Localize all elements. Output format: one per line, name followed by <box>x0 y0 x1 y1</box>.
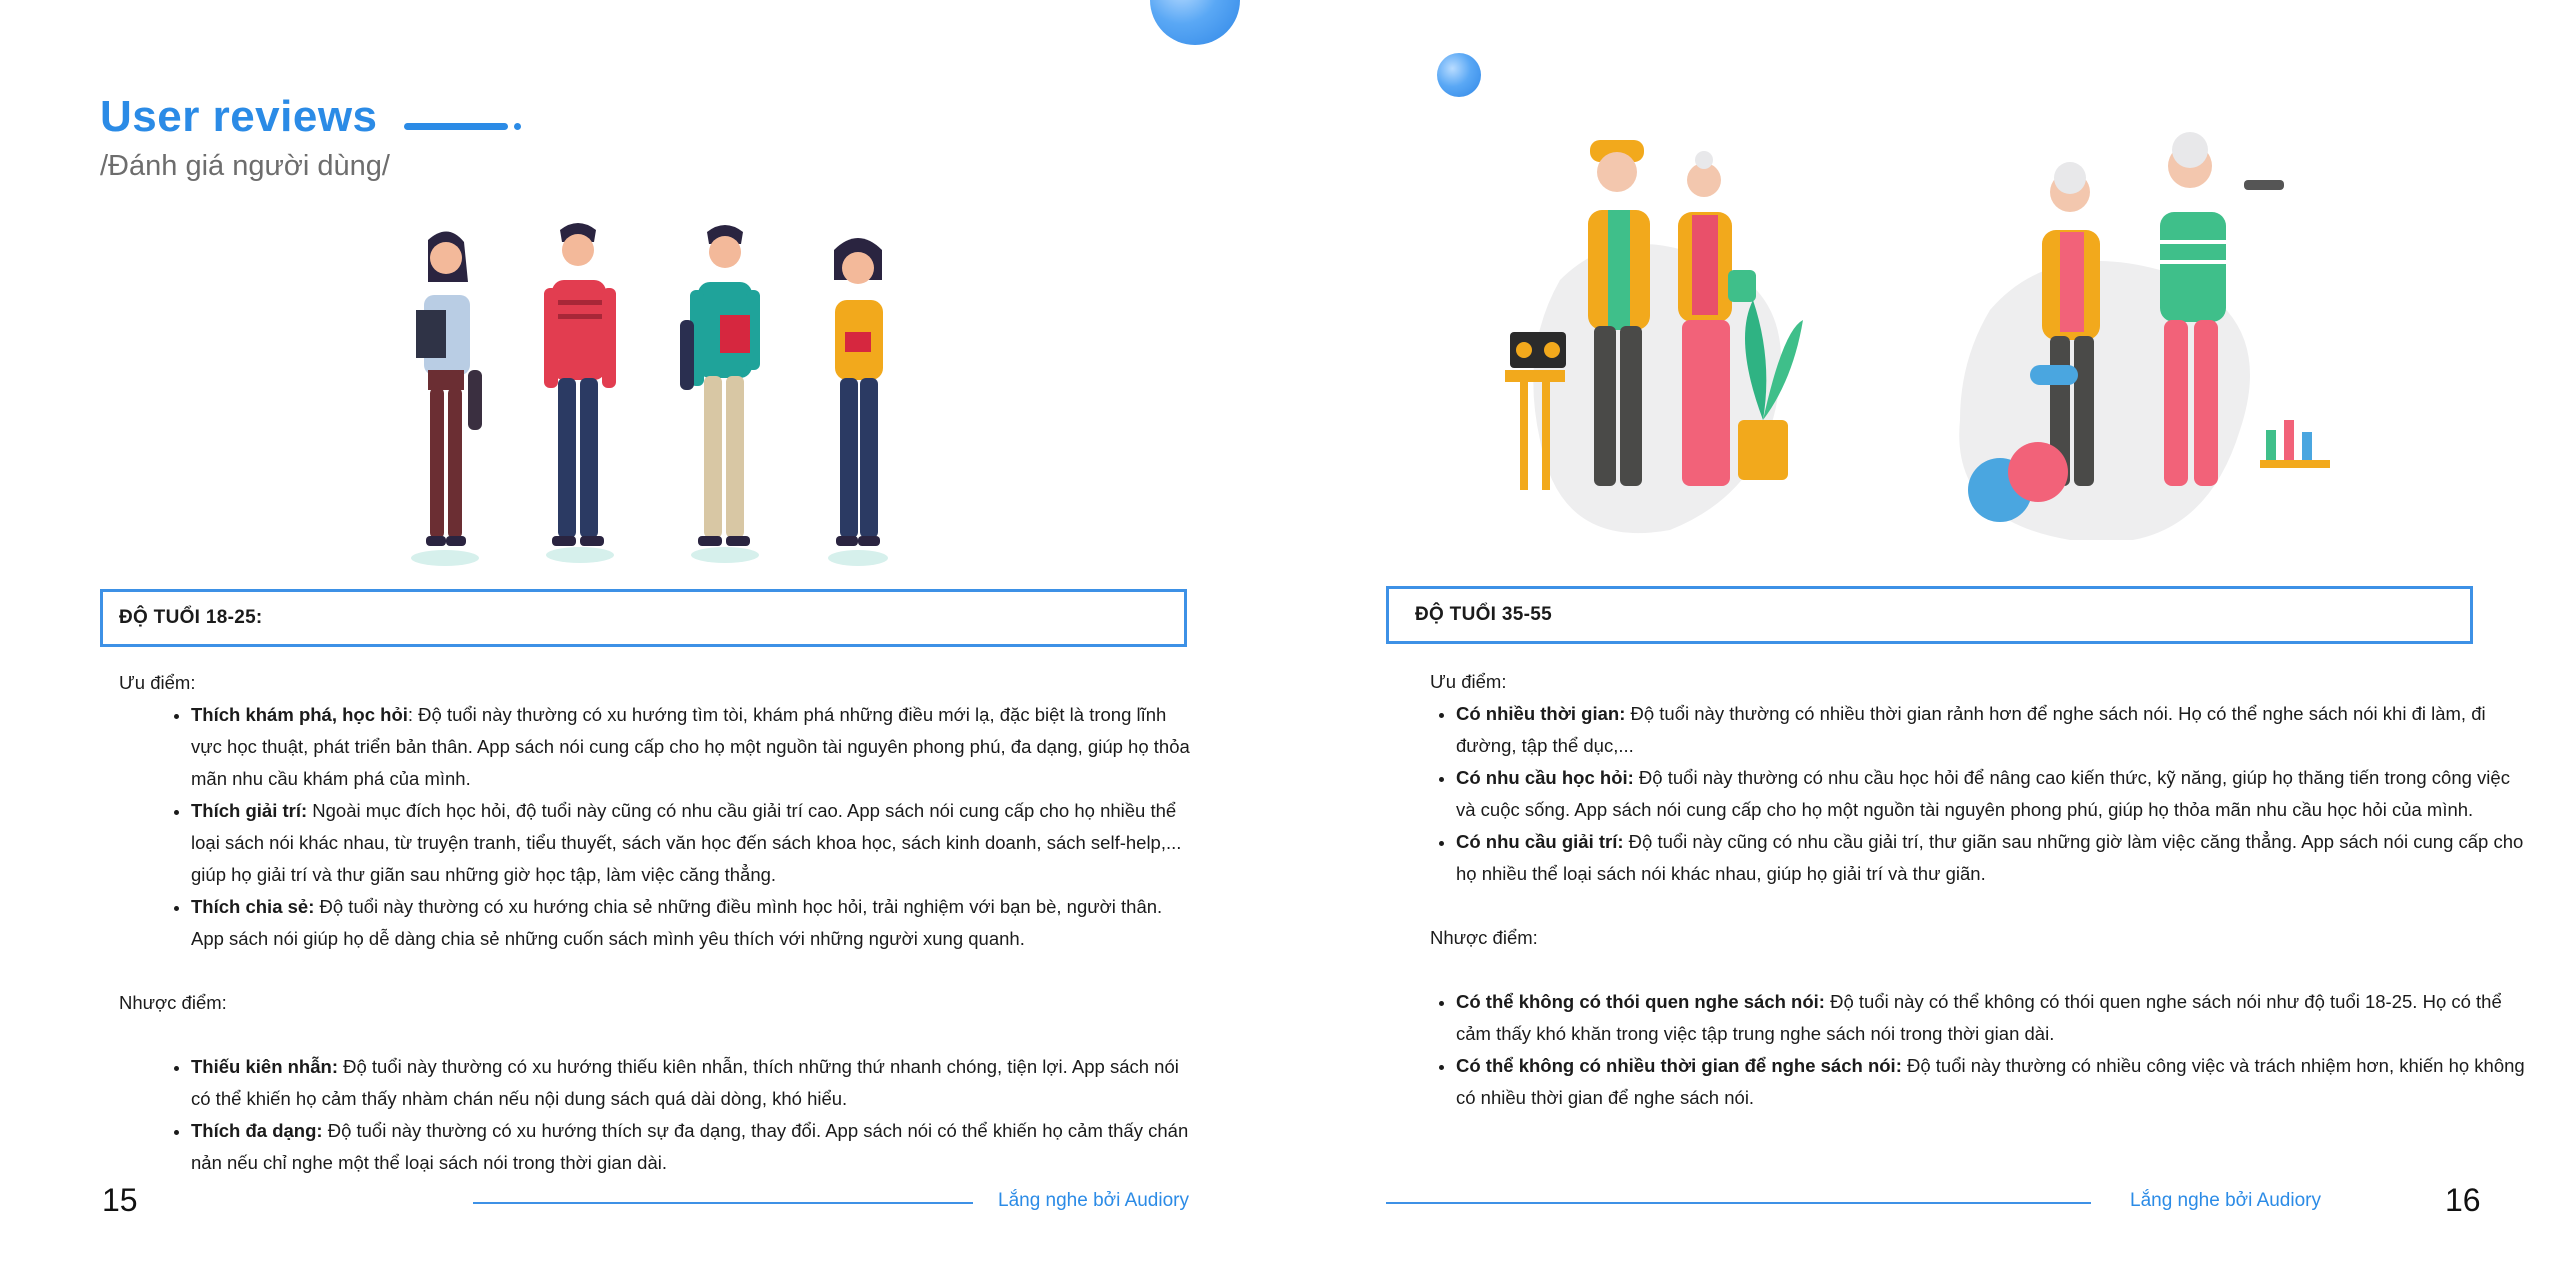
student-boy-1 <box>544 223 616 546</box>
footer-line <box>473 1202 973 1204</box>
pros-list <box>1430 698 2530 890</box>
cons-list <box>1430 986 2530 1114</box>
page-title: User reviews <box>100 92 378 141</box>
young-people-illustration <box>380 210 900 580</box>
list-item: • Thích đa dạng: Độ tuổi này thường có xu hướng thích sự đa dạng, thay đổi. App sách nói có thể khiến họ cảm thấy chán nản nếu chỉ nghe một thể loại sách nói trong thời gian dài. <box>191 1115 1199 1179</box>
footer-text: Lắng nghe bởi Audiory <box>2130 1190 2321 1211</box>
cons-label: Nhược điểm: <box>119 992 227 1013</box>
left-content <box>119 667 1199 1179</box>
pros-label: Ưu điểm: <box>119 672 196 693</box>
page-number: 15 <box>102 1182 138 1218</box>
title-underline <box>404 123 508 130</box>
student-boy-2 <box>680 225 760 546</box>
student-girl-2 <box>834 238 883 546</box>
cons-list <box>119 1051 1199 1179</box>
list-item: • Có nhu cầu học hỏi: Độ tuổi này thường có nhu cầu học hỏi để nâng cao kiến thức, kỹ năng, giúp họ thăng tiến trong công việc và cuộc sống. App sách nói cung cấp cho họ một nguồn tài nguyên phong phú, giúp họ thỏa mãn nhu cầu học hỏi của mình. <box>1456 762 2530 826</box>
list-item: • Có nhu cầu giải trí: Độ tuổi này cũng có nhu cầu giải trí, thư giãn sau những giờ làm việc căng thẳng. App sách nói cung cấp cho họ nhiều thể loại sách nói khác nhau, giúp họ giải trí và thư giãn. <box>1456 826 2530 890</box>
pros-list <box>119 699 1199 955</box>
list-item: • Thiếu kiên nhẫn: Độ tuổi này thường có xu hướng thiếu kiên nhẫn, thích những thứ nhanh chóng, tiện lợi. App sách nói có thể khiến họ cảm thấy nhàm chán nếu nội dung sách quá dài dòng, khó hiểu. <box>191 1051 1199 1115</box>
pros-label: Ưu điểm: <box>1430 671 1507 692</box>
footer-line <box>1386 1202 2091 1204</box>
list-item: • Thích khám phá, học hỏi: Độ tuổi này thường có xu hướng tìm tòi, khám phá những điều mới lạ, đặc biệt là trong lĩnh vực học thuật, phát triển bản thân. App sách nói cung cấp cho họ một nguồn tài nguyên phong phú, đa dạng, giúp họ thỏa mãn nhu cầu khám phá của mình. <box>191 699 1199 795</box>
list-item: • Thích chia sẻ: Độ tuổi này thường có xu hướng chia sẻ những điều mình học hỏi, trải nghiệm với bạn bè, người thân. App sách nói giúp họ dễ dàng chia sẻ những cuốn sách mình yêu thích với những người xung quanh. <box>191 891 1199 955</box>
age-group-35-55-heading <box>1386 586 2473 644</box>
page-subtitle: /Đánh giá người dùng/ <box>100 150 390 182</box>
right-page <box>1280 0 2560 1280</box>
elderly-couples-illustration <box>1470 120 2370 540</box>
title-dot <box>514 123 521 130</box>
section-title: ĐỘ TUỔI 18-25: <box>119 607 263 628</box>
footer-text: Lắng nghe bởi Audiory <box>998 1190 1189 1211</box>
section-title: ĐỘ TUỔI 35-55 <box>1415 604 1552 625</box>
student-girl-1 <box>416 231 482 546</box>
page-number: 16 <box>2445 1182 2481 1218</box>
age-group-18-25-heading <box>100 589 1187 647</box>
list-item: • Có nhiều thời gian: Độ tuổi này thường có nhiều thời gian rảnh hơn để nghe sách nói. Họ có thể nghe sách nói khi đi làm, đi đường, tập thể dục,... <box>1456 698 2530 762</box>
cons-label: Nhược điểm: <box>1430 927 1538 948</box>
list-item: • Có thể không có thói quen nghe sách nói: Độ tuổi này có thể không có thói quen nghe sách nói như độ tuổi 18-25. Họ có thể cảm thấy khó khăn trong việc tập trung nghe sách nói trong thời gian dài. <box>1456 986 2530 1050</box>
right-content <box>1430 666 2530 1114</box>
list-item: • Thích giải trí: Ngoài mục đích học hỏi, độ tuổi này cũng có nhu cầu giải trí cao. App sách nói cung cấp cho họ nhiều thể loại sách nói khác nhau, từ truyện tranh, tiểu thuyết, sách văn học đến sách khoa học, sách kinh doanh, sách self-help,... giúp họ giải trí và thư giãn sau những giờ học tập, làm việc căng thẳng. <box>191 795 1199 891</box>
list-item: • Có thể không có nhiều thời gian để nghe sách nói: Độ tuổi này thường có nhiều công việc và trách nhiệm hơn, khiến họ không có nhiều thời gian để nghe sách nói. <box>1456 1050 2530 1114</box>
